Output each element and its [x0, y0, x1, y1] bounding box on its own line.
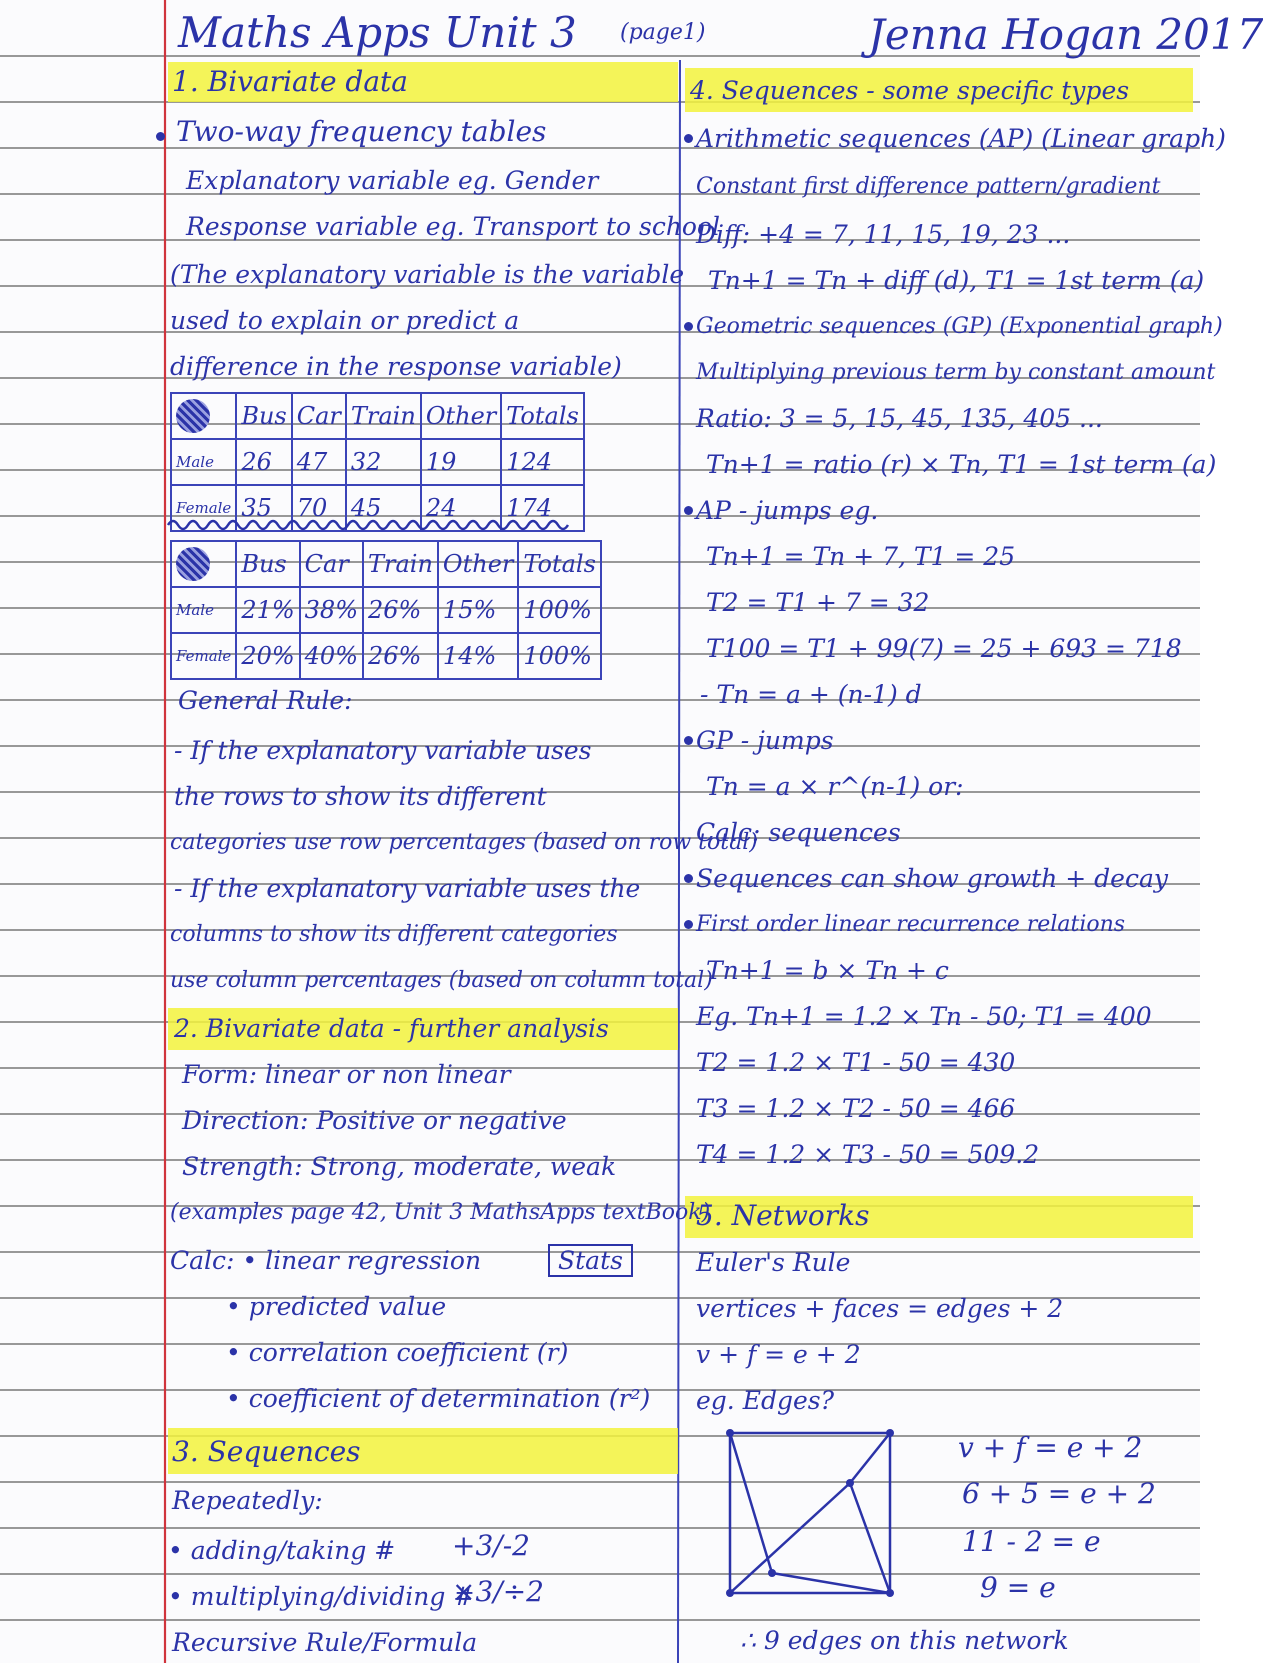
section2-bullet: Strength: Strong, moderate, weak: [182, 1152, 617, 1181]
section1-topic: Two-way frequency tables: [176, 115, 547, 148]
section2-calc-item: • predicted value: [226, 1292, 447, 1321]
column-header: Bus: [236, 541, 299, 587]
bullet-dot: [684, 322, 693, 331]
section4-line: Arithmetic sequences (AP) (Linear graph): [696, 124, 1226, 153]
section4-line: Multiplying previous term by constant amount: [696, 360, 1216, 385]
network-working: v + f = e + 2: [958, 1431, 1143, 1464]
table-cell: 26: [236, 439, 291, 485]
section4-heading: 4. Sequences - some specific types: [690, 76, 1130, 105]
table-cell: 100%: [518, 587, 601, 633]
page-label: (page1): [620, 20, 706, 45]
bullet-dot: [684, 134, 693, 143]
table-row: [171, 587, 601, 633]
section1-heading: 1. Bivariate data: [172, 65, 408, 98]
network-vertex: [886, 1429, 894, 1437]
row-label: Male: [171, 587, 236, 633]
section2-calc: Calc: • linear regression: [170, 1246, 482, 1275]
table-cell: 32: [346, 439, 421, 485]
section3-line: • multiplying/dividing #: [168, 1582, 475, 1611]
rule-line: - If the explanatory variable uses: [174, 736, 592, 765]
section4-line: Tn+1 = b × Tn + c: [706, 956, 949, 985]
section5-line: eg. Edges?: [696, 1386, 834, 1415]
network-vertex: [846, 1479, 854, 1487]
table-cell: 24: [421, 485, 501, 531]
section4-line: T2 = 1.2 × T1 - 50 = 430: [696, 1048, 1016, 1077]
bullet-dot: [684, 920, 693, 929]
network-edge: [730, 1433, 772, 1573]
rule-line: the rows to show its different: [174, 782, 547, 811]
bullet-dot: [684, 506, 693, 515]
table-header-row: [171, 393, 584, 439]
table-row: [171, 439, 584, 485]
column-header: Other: [438, 541, 518, 587]
section4-line: Geometric sequences (GP) (Exponential graph): [696, 314, 1223, 339]
section4-line: Tn = a × r^(n-1) or:: [706, 772, 964, 801]
section3-line: Recursive Rule/Formula: [172, 1628, 478, 1657]
section5-line: vertices + faces = edges + 2: [696, 1294, 1064, 1323]
section4-line: Calc: sequences: [696, 818, 901, 847]
rule-line: - If the explanatory variable uses the: [174, 874, 641, 903]
wavy-divider: [168, 517, 568, 533]
section1-bullet: Response variable eg. Transport to school: [186, 212, 721, 241]
section1-note: difference in the response variable): [170, 352, 622, 381]
network-vertex: [886, 1589, 894, 1597]
section4-line: Tn+1 = Tn + 7, T1 = 25: [706, 542, 1016, 571]
section5-line: v + f = e + 2: [696, 1340, 861, 1369]
column-header: Totals: [501, 393, 584, 439]
section1-bullet: Explanatory variable eg. Gender: [186, 166, 599, 195]
row-label: Male: [171, 439, 236, 485]
section4-line: Eg. Tn+1 = 1.2 × Tn - 50; T1 = 400: [696, 1002, 1152, 1031]
page-title: Maths Apps Unit 3: [178, 8, 577, 57]
section2-heading: 2. Bivariate data - further analysis: [174, 1014, 609, 1043]
section4-line: - Tn = a + (n-1) d: [700, 680, 922, 709]
section4-line: Sequences can show growth + decay: [696, 864, 1168, 893]
table-cell: 21%: [236, 587, 299, 633]
percentage-table: [170, 540, 602, 680]
table-cell: 47: [292, 439, 346, 485]
table-cell: 19: [421, 439, 501, 485]
section3-heading: 3. Sequences: [172, 1435, 361, 1468]
row-label: Female: [171, 633, 236, 679]
table-cell: 26%: [363, 587, 438, 633]
network-diagram: [720, 1425, 900, 1605]
row-label: Female: [171, 485, 236, 531]
section4-line: First order linear recurrence relations: [696, 912, 1126, 937]
table-cell: 14%: [438, 633, 518, 679]
section5-line: Euler's Rule: [696, 1248, 851, 1277]
table-cell: 70: [292, 485, 346, 531]
network-working: 11 - 2 = e: [962, 1525, 1101, 1558]
section2-examples: (examples page 42, Unit 3 MathsApps textBook): [170, 1200, 711, 1225]
network-edge: [850, 1483, 890, 1593]
column-header: Other: [421, 393, 501, 439]
column-header: Bus: [236, 393, 291, 439]
table-cell: 100%: [518, 633, 601, 679]
mult-example: ×3/÷2: [452, 1575, 544, 1608]
frequency-table: [170, 392, 585, 532]
table-cell: 45: [346, 485, 421, 531]
section4-line: Ratio: 3 = 5, 15, 45, 135, 405 ...: [696, 404, 1103, 433]
hatched-corner: [171, 393, 236, 439]
section2-calc-item: • correlation coefficient (r): [226, 1338, 569, 1367]
table-cell: 124: [501, 439, 584, 485]
table-row: [171, 633, 601, 679]
column-header: Car: [292, 393, 346, 439]
network-edge: [772, 1573, 890, 1593]
column-header: Train: [346, 393, 421, 439]
column-header: Totals: [518, 541, 601, 587]
rule-line: use column percentages (based on column total): [170, 968, 713, 993]
table-cell: 15%: [438, 587, 518, 633]
section4-line: T100 = T1 + 99(7) = 25 + 693 = 718: [706, 634, 1182, 663]
table-header-row: [171, 541, 601, 587]
section2-bullet: Form: linear or non linear: [182, 1060, 511, 1089]
section2-bullet: Direction: Positive or negative: [182, 1106, 567, 1135]
bullet-dot: [684, 874, 693, 883]
table-cell: 26%: [363, 633, 438, 679]
network-vertex: [726, 1429, 734, 1437]
table-cell: 20%: [236, 633, 299, 679]
section4-line: Tn+1 = Tn + diff (d), T1 = 1st term (a): [708, 266, 1205, 295]
general-rule-heading: General Rule:: [178, 686, 353, 715]
section4-line: AP - jumps eg.: [696, 496, 879, 525]
section4-line: T2 = T1 + 7 = 32: [706, 588, 930, 617]
section4-line: Constant first difference pattern/gradient: [696, 174, 1161, 199]
column-header: Car: [300, 541, 363, 587]
network-edge: [850, 1433, 890, 1483]
section4-line: GP - jumps: [696, 726, 834, 755]
section3-line: Repeatedly:: [172, 1486, 323, 1515]
section1-note: (The explanatory variable is the variable: [170, 260, 685, 289]
table-cell: 38%: [300, 587, 363, 633]
section4-line: Diff: +4 = 7, 11, 15, 19, 23 ...: [696, 220, 1071, 249]
network-working: 9 = e: [980, 1571, 1056, 1604]
section4-line: Tn+1 = ratio (r) × Tn, T1 = 1st term (a): [706, 450, 1217, 479]
rule-line: categories use row percentages (based on row total): [170, 830, 758, 855]
table-cell: 40%: [300, 633, 363, 679]
network-vertex: [726, 1589, 734, 1597]
table-cell: 174: [501, 485, 584, 531]
section4-line: T4 = 1.2 × T3 - 50 = 509.2: [696, 1140, 1040, 1169]
section3-line: • adding/taking #: [168, 1536, 396, 1565]
author-name: Jenna Hogan 2017: [868, 10, 1263, 59]
hatched-corner: [171, 541, 236, 587]
section4-line: T3 = 1.2 × T2 - 50 = 466: [696, 1094, 1016, 1123]
network-working: 6 + 5 = e + 2: [962, 1477, 1156, 1510]
stats-key: Stats: [548, 1244, 633, 1277]
section1-note: used to explain or predict a: [170, 306, 520, 335]
rule-line: columns to show its different categories: [170, 922, 618, 947]
bullet-dot: [156, 132, 165, 141]
section5-heading: 5. Networks: [696, 1199, 870, 1232]
bullet-dot: [684, 736, 693, 745]
adding-example: +3/-2: [452, 1529, 530, 1562]
table-cell: 35: [236, 485, 291, 531]
column-header: Train: [363, 541, 438, 587]
section2-calc-item: • coefficient of determination (r²): [226, 1384, 651, 1413]
network-conclusion: ∴ 9 edges on this network: [740, 1626, 1069, 1655]
network-vertex: [768, 1569, 776, 1577]
